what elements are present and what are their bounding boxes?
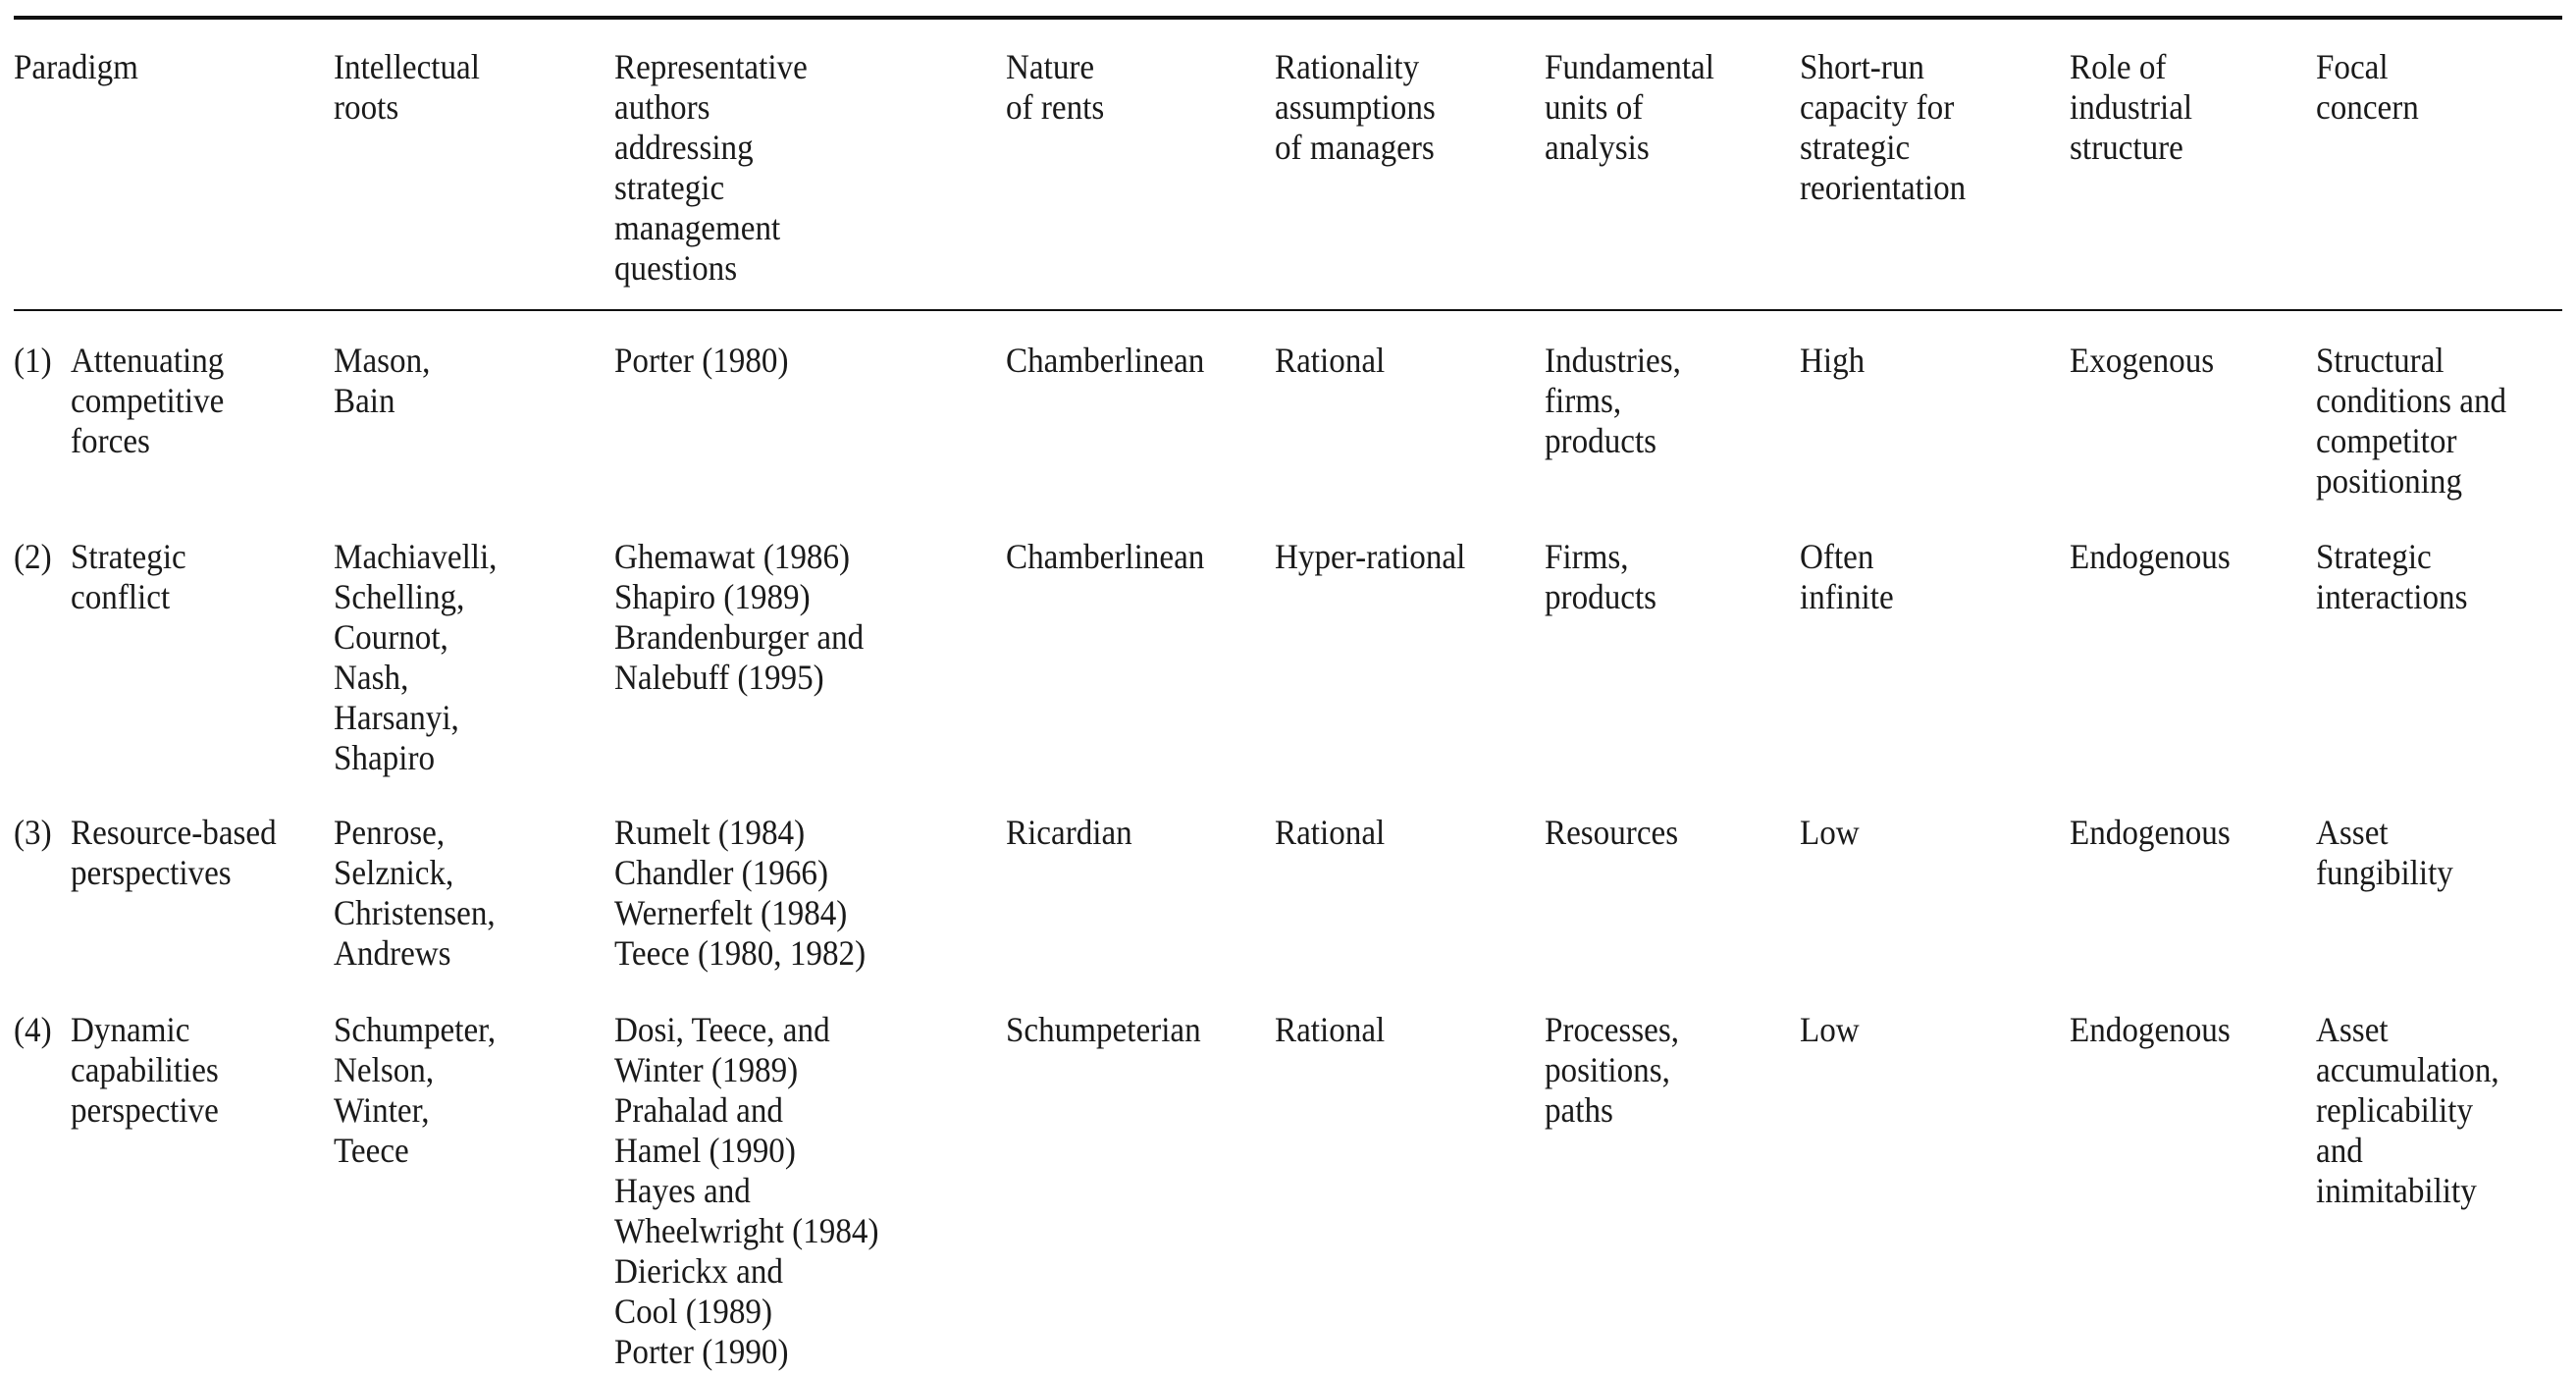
cell-line: Dierickx and xyxy=(614,1251,783,1291)
column-header-intellectual-roots xyxy=(334,47,480,128)
cell-line: Endogenous xyxy=(2070,813,2231,852)
cell-line: Rational xyxy=(1275,1010,1386,1049)
cell-line: conditions and xyxy=(2316,381,2507,420)
cell-line: capacity for xyxy=(1800,87,1955,127)
cell-line: fungibility xyxy=(2316,853,2453,892)
cell-line: Often xyxy=(1800,537,1874,576)
cell-line: Christensen, xyxy=(334,893,496,932)
column-header-representative-authors xyxy=(614,47,808,289)
cell-line: reorientation xyxy=(1800,168,1967,207)
cell-line: Andrews xyxy=(334,933,451,973)
cell-line: Schelling, xyxy=(334,577,465,616)
cell-line: High xyxy=(1800,341,1866,380)
table-cell-intellectual-roots xyxy=(334,1010,496,1171)
cell-line: Selznick, xyxy=(334,853,454,892)
cell-line: concern xyxy=(2316,87,2419,127)
cell-line: competitor xyxy=(2316,421,2457,460)
table-cell-representative-authors xyxy=(614,813,866,974)
cell-line: products xyxy=(1545,421,1657,460)
column-header-rationality-assumptions xyxy=(1275,47,1436,168)
cell-line: inimitability xyxy=(2316,1171,2477,1210)
cell-line: paths xyxy=(1545,1090,1613,1130)
cell-line: perspective xyxy=(71,1090,219,1130)
cell-line: Brandenburger and xyxy=(614,617,865,657)
table-cell-focal-concern xyxy=(2316,537,2468,617)
cell-line: Focal xyxy=(2316,47,2389,86)
cell-line: Penrose, xyxy=(334,813,446,852)
row-number: (2) xyxy=(14,537,52,576)
cell-line: Fundamental xyxy=(1545,47,1714,86)
table-cell-nature-of-rents xyxy=(1006,341,1204,381)
cell-line: Ricardian xyxy=(1006,813,1132,852)
cell-line: Porter (1990) xyxy=(614,1332,789,1371)
table-cell-paradigm xyxy=(71,537,186,617)
cell-line: Mason, xyxy=(334,341,431,380)
cell-line: and xyxy=(2316,1131,2363,1170)
table-cell-units-of-analysis xyxy=(1545,1010,1679,1131)
cell-line: products xyxy=(1545,577,1657,616)
cell-line: authors xyxy=(614,87,710,127)
cell-line: Cournot, xyxy=(334,617,448,657)
cell-line: Shapiro xyxy=(334,738,436,777)
table-cell-intellectual-roots xyxy=(334,341,430,421)
cell-line: Asset xyxy=(2316,813,2389,852)
cell-line: Wheelwright (1984) xyxy=(614,1211,879,1250)
table-cell-focal-concern xyxy=(2316,341,2506,502)
cell-line: Rationality xyxy=(1275,47,1420,86)
cell-line: Exogenous xyxy=(2070,341,2215,380)
cell-line: Representative xyxy=(614,47,808,86)
cell-line: Cool (1989) xyxy=(614,1292,772,1331)
cell-line: Chamberlinean xyxy=(1006,341,1205,380)
cell-line: Endogenous xyxy=(2070,1010,2231,1049)
cell-line: Nature xyxy=(1006,47,1095,86)
table-top-rule xyxy=(14,16,2562,20)
cell-line: Structural xyxy=(2316,341,2445,380)
cell-line: Role of xyxy=(2070,47,2167,86)
cell-line: positioning xyxy=(2316,461,2463,501)
cell-line: strategic xyxy=(1800,128,1911,167)
cell-line: infinite xyxy=(1800,577,1894,616)
cell-line: Wernerfelt (1984) xyxy=(614,893,848,932)
cell-line: structure xyxy=(2070,128,2183,167)
table-cell-nature-of-rents xyxy=(1006,537,1204,577)
table-cell-rationality-assumptions xyxy=(1275,537,1465,577)
cell-line: Strategic xyxy=(2316,537,2432,576)
row-number: (1) xyxy=(14,341,52,380)
table-cell-industrial-structure-role xyxy=(2070,537,2231,577)
column-header-reorientation-capacity xyxy=(1800,47,1966,208)
cell-line: questions xyxy=(614,248,738,288)
column-header-nature-of-rents xyxy=(1006,47,1104,128)
table-cell-reorientation-capacity xyxy=(1800,537,1894,617)
cell-line: Hyper-rational xyxy=(1275,537,1466,576)
table-cell-paradigm xyxy=(71,1010,219,1131)
cell-line: competitive xyxy=(71,381,225,420)
cell-line: Paradigm xyxy=(14,47,138,86)
table-cell-reorientation-capacity xyxy=(1800,1010,1860,1050)
table-cell-focal-concern xyxy=(2316,1010,2499,1211)
table-cell-intellectual-roots xyxy=(334,537,497,778)
table-cell-industrial-structure-role xyxy=(2070,813,2231,853)
cell-line: Endogenous xyxy=(2070,537,2231,576)
cell-line: Nalebuff (1995) xyxy=(614,658,824,697)
cell-line: forces xyxy=(71,421,150,460)
cell-line: industrial xyxy=(2070,87,2193,127)
cell-line: Chamberlinean xyxy=(1006,537,1205,576)
cell-line: Industries, xyxy=(1545,341,1681,380)
table-cell-rationality-assumptions xyxy=(1275,341,1385,381)
table-cell-units-of-analysis xyxy=(1545,341,1681,461)
table-cell-rationality-assumptions xyxy=(1275,1010,1385,1050)
table-cell-nature-of-rents xyxy=(1006,1010,1201,1050)
cell-line: accumulation, xyxy=(2316,1050,2499,1089)
cell-line: positions, xyxy=(1545,1050,1670,1089)
table-cell-nature-of-rents xyxy=(1006,813,1132,853)
cell-line: Ghemawat (1986) xyxy=(614,537,851,576)
cell-line: Dynamic xyxy=(71,1010,190,1049)
column-header-focal-concern xyxy=(2316,47,2419,128)
cell-line: Winter (1989) xyxy=(614,1050,799,1089)
cell-line: Harsanyi, xyxy=(334,698,459,737)
cell-line: assumptions xyxy=(1275,87,1436,127)
cell-line: Rational xyxy=(1275,341,1386,380)
table-header-rule xyxy=(14,309,2562,311)
table-cell-representative-authors xyxy=(614,1010,878,1372)
table-cell-focal-concern xyxy=(2316,813,2453,893)
table-cell-units-of-analysis xyxy=(1545,813,1678,853)
cell-line: Porter (1980) xyxy=(614,341,789,380)
table-cell-representative-authors xyxy=(614,537,864,698)
cell-line: Winter, xyxy=(334,1090,430,1130)
table-cell-paradigm xyxy=(71,341,224,461)
cell-line: replicability xyxy=(2316,1090,2474,1130)
cell-line: Machiavelli, xyxy=(334,537,498,576)
cell-line: of managers xyxy=(1275,128,1435,167)
cell-line: Low xyxy=(1800,813,1860,852)
cell-line: Teece xyxy=(334,1131,409,1170)
cell-line: Rumelt (1984) xyxy=(614,813,806,852)
cell-line: strategic xyxy=(614,168,725,207)
cell-line: Low xyxy=(1800,1010,1860,1049)
cell-line: Prahalad and xyxy=(614,1090,783,1130)
cell-line: Attenuating xyxy=(71,341,225,380)
cell-line: Short-run xyxy=(1800,47,1924,86)
cell-line: Resource-based xyxy=(71,813,277,852)
table-cell-industrial-structure-role xyxy=(2070,341,2214,381)
cell-line: Nelson, xyxy=(334,1050,435,1089)
cell-line: Chandler (1966) xyxy=(614,853,828,892)
cell-line: Schumpeterian xyxy=(1006,1010,1201,1049)
column-header-units-of-analysis xyxy=(1545,47,1714,168)
cell-line: Teece (1980, 1982) xyxy=(614,933,867,973)
table-cell-units-of-analysis xyxy=(1545,537,1656,617)
cell-line: management xyxy=(614,208,781,247)
table-cell-reorientation-capacity xyxy=(1800,813,1860,853)
cell-line: Hamel (1990) xyxy=(614,1131,796,1170)
cell-line: perspectives xyxy=(71,853,232,892)
column-header-paradigm xyxy=(14,47,138,87)
column-header-industrial-structure-role xyxy=(2070,47,2192,168)
cell-line: Strategic xyxy=(71,537,186,576)
cell-line: Processes, xyxy=(1545,1010,1680,1049)
table-cell-intellectual-roots xyxy=(334,813,496,974)
cell-line: Bain xyxy=(334,381,395,420)
table-cell-representative-authors xyxy=(614,341,789,381)
cell-line: Nash, xyxy=(334,658,409,697)
cell-line: units of xyxy=(1545,87,1644,127)
cell-line: interactions xyxy=(2316,577,2468,616)
cell-line: Shapiro (1989) xyxy=(614,577,811,616)
table-cell-industrial-structure-role xyxy=(2070,1010,2231,1050)
table-cell-reorientation-capacity xyxy=(1800,341,1865,381)
cell-line: Rational xyxy=(1275,813,1386,852)
cell-line: conflict xyxy=(71,577,171,616)
cell-line: Hayes and xyxy=(614,1171,751,1210)
table-cell-paradigm xyxy=(71,813,277,893)
cell-line: capabilities xyxy=(71,1050,219,1089)
cell-line: Asset xyxy=(2316,1010,2389,1049)
cell-line: analysis xyxy=(1545,128,1650,167)
cell-line: Firms, xyxy=(1545,537,1629,576)
cell-line: addressing xyxy=(614,128,754,167)
cell-line: of rents xyxy=(1006,87,1105,127)
cell-line: Intellectual xyxy=(334,47,480,86)
cell-line: Schumpeter, xyxy=(334,1010,497,1049)
row-number: (4) xyxy=(14,1010,52,1049)
row-number: (3) xyxy=(14,813,52,852)
cell-line: firms, xyxy=(1545,381,1622,420)
cell-line: Resources xyxy=(1545,813,1679,852)
table-cell-rationality-assumptions xyxy=(1275,813,1385,853)
cell-line: Dosi, Teece, and xyxy=(614,1010,830,1049)
cell-line: roots xyxy=(334,87,399,127)
